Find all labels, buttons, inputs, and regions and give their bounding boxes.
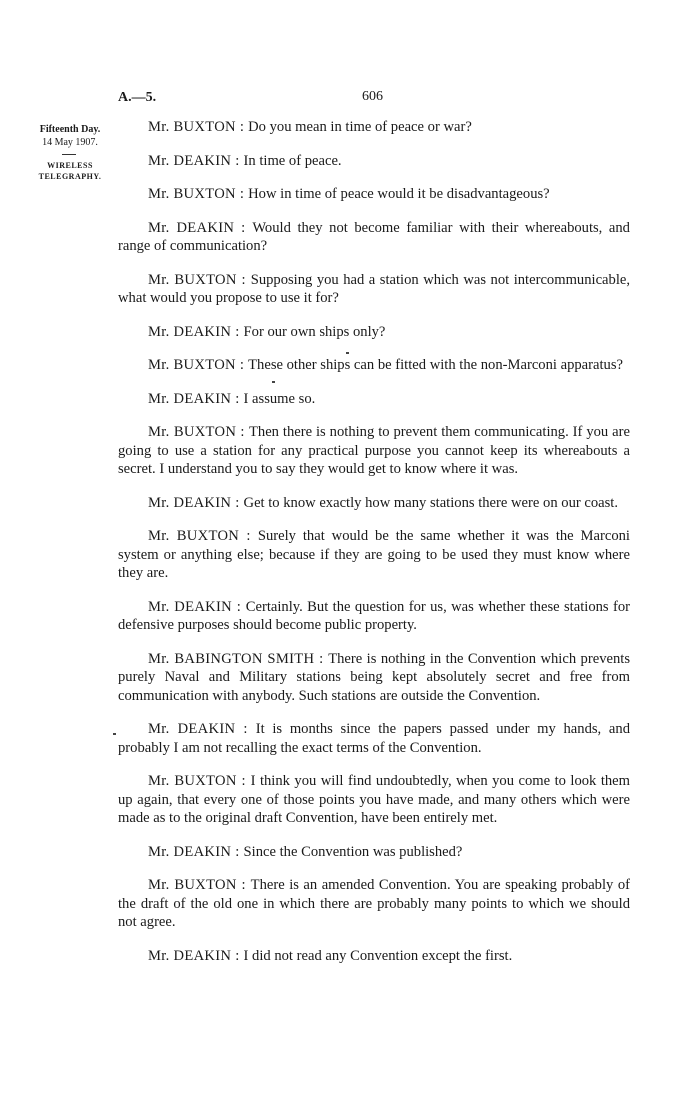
speech-text: It is months since the papers passed under my hands, and probably I am not recalling the exact terms of the Convention. [118,721,630,756]
transcript-paragraph [118,271,630,308]
margin-subject-note [22,160,118,182]
speech-text: There is an amended Convention. You are speaking probably of the draft of the old one in which there are probably many points to which we should not agree. [118,877,630,930]
margin-subject-line: WIRELESS [47,161,93,170]
transcript-paragraph [118,423,630,479]
speech-text: There is nothing in the Convention which prevents purely Naval and Military stations being kept absolutely secret and free from communication with anybody. Such stations are outside the Convention. [118,650,630,704]
transcript-paragraph [118,152,630,171]
speaker-name: Mr. BUXTON : [148,186,248,202]
margin-subject-line: TELEGRAPHY. [38,172,102,181]
speaker-name: Mr. DEAKIN : [148,391,244,407]
document-reference: A.—5. [118,90,157,105]
speaker-name: Mr. BUXTON : [148,877,251,893]
stray-print-mark [346,352,349,354]
transcript-paragraph [118,843,630,862]
speech-text: Then there is nothing to prevent them communicating. If you are going to use a station for any practical purpose you cannot keep its whereabouts a secret. I understand you to say they would get to know where it was. [118,424,630,477]
speech-text: I think you will find undoubtedly, when you come to look them up again, that every one of those points you have made, and many others which were made as to the original draft Convention, have been entirely met. [118,773,630,826]
speech-text: I did not read any Convention except the first. [243,947,513,964]
speech-text: I assume so. [243,390,316,407]
stray-print-mark [272,381,275,383]
speech-text: Supposing you had a station which was not intercommunicable, what would you propose to use it for? [118,271,631,306]
speaker-name: Mr. BUXTON : [148,357,248,373]
speaker-name: Mr. BABINGTON SMITH : [148,651,328,667]
transcript-paragraph [118,947,630,966]
speaker-name: Mr. DEAKIN : [148,721,256,737]
transcript-paragraph [118,356,630,375]
transcript-paragraph [118,390,630,409]
transcript-paragraph [118,772,630,828]
speaker-name: Mr. BUXTON : [148,272,251,288]
speaker-name: Mr. DEAKIN : [148,153,244,169]
transcript-paragraph [118,494,630,513]
speaker-name: Mr. DEAKIN : [148,495,244,511]
speech-text: How in time of peace would it be disadvantageous? [248,186,550,202]
page-number: 606 [362,89,383,104]
speech-text: For our own ships only? [243,323,386,340]
speech-text: Since the Convention was published? [243,843,463,860]
margin-date-note: 14 May 1907. [42,137,98,148]
speech-text: Do you mean in time of peace or war? [248,119,472,135]
transcript-paragraph [118,598,630,635]
speaker-name: Mr. DEAKIN : [148,324,244,340]
speaker-name: Mr. BUXTON : [148,528,258,544]
speaker-name: Mr. DEAKIN : [148,220,252,236]
transcript-paragraph [118,118,630,137]
transcript-paragraph [118,185,630,204]
speech-text: Certainly. But the question for us, was whether these stations for defensive purposes should become public property. [118,598,630,633]
speaker-name: Mr. BUXTON : [148,773,251,789]
transcript-body [118,118,630,980]
speaker-name: Mr. BUXTON : [148,424,249,440]
transcript-paragraph [118,219,630,256]
stray-print-mark [113,733,116,735]
speaker-name: Mr. BUXTON : [148,119,248,135]
transcript-paragraph [118,876,630,932]
speech-text: These other ships can be fitted with the non-Marconi apparatus? [248,357,623,373]
speech-text: Would they not become familiar with their whereabouts, and range of communication? [118,219,630,254]
transcript-paragraph [118,527,630,583]
speech-text: In time of peace. [243,152,342,169]
margin-rule [62,154,76,155]
speech-text: Get to know exactly how many stations there were on our coast. [243,494,619,511]
transcript-paragraph [118,323,630,342]
speaker-name: Mr. DEAKIN : [148,599,246,615]
speaker-name: Mr. DEAKIN : [148,844,244,860]
transcript-paragraph [118,650,630,706]
speaker-name: Mr. DEAKIN : [148,948,244,964]
margin-day-note: Fifteenth Day. [39,124,101,135]
transcript-paragraph [118,720,630,757]
speech-text: Surely that would be the same whether it was the Marconi system or anything else; because if they are going to be used they must know where they are. [118,528,630,581]
